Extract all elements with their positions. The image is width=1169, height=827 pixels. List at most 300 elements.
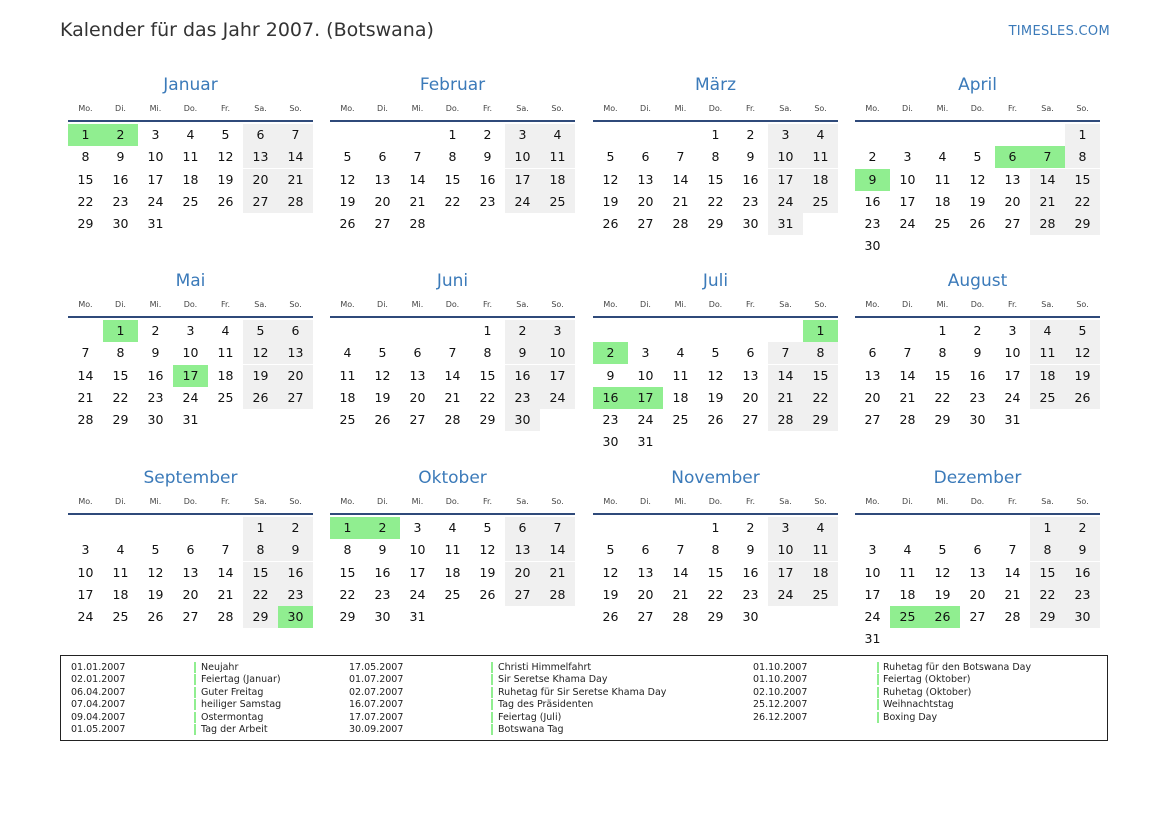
day-cell[interactable]: 7	[768, 342, 803, 364]
day-cell[interactable]: 21	[217, 586, 234, 602]
day-cell[interactable]: 4	[803, 517, 838, 539]
day-cell[interactable]: 14	[409, 171, 426, 187]
day-cell[interactable]: 20	[243, 169, 278, 191]
day-cell[interactable]: 11	[540, 146, 575, 168]
day-cell[interactable]: 12	[374, 367, 391, 383]
day-cell[interactable]: 17	[77, 586, 94, 602]
day-cell[interactable]: 18	[1030, 365, 1065, 387]
day-cell[interactable]: 20	[637, 586, 654, 602]
day-cell[interactable]: 29	[707, 609, 724, 625]
day-cell[interactable]: 19	[243, 365, 278, 387]
day-cell[interactable]: 17	[768, 169, 803, 191]
day-cell[interactable]: 2	[973, 323, 982, 338]
day-cell[interactable]: 15	[803, 365, 838, 387]
day-cell[interactable]: 15	[112, 367, 129, 383]
day-cell[interactable]: 8	[483, 345, 492, 361]
day-cell[interactable]: 29	[77, 216, 94, 232]
day-cell[interactable]: 28	[540, 584, 575, 606]
day-cell[interactable]: 27	[409, 412, 426, 428]
day-cell[interactable]: 28	[672, 216, 689, 232]
day-cell[interactable]: 25	[540, 191, 575, 213]
day-cell[interactable]: 18	[540, 169, 575, 191]
day-cell[interactable]: 12	[217, 149, 234, 165]
holiday-day-cell[interactable]: 2	[593, 342, 628, 364]
day-cell[interactable]: 6	[641, 542, 650, 558]
day-cell[interactable]: 30	[374, 609, 391, 625]
day-cell[interactable]: 8	[711, 542, 720, 558]
day-cell[interactable]: 9	[378, 542, 387, 558]
day-cell[interactable]: 23	[602, 412, 619, 428]
day-cell[interactable]: 21	[409, 193, 426, 209]
day-cell[interactable]: 11	[934, 171, 951, 187]
day-cell[interactable]: 10	[409, 542, 426, 558]
day-cell[interactable]: 1	[1030, 517, 1065, 539]
day-cell[interactable]: 16	[1065, 562, 1100, 584]
day-cell[interactable]: 20	[1004, 193, 1021, 209]
day-cell[interactable]: 29	[1065, 213, 1100, 235]
day-cell[interactable]: 4	[938, 149, 947, 165]
day-cell[interactable]: 31	[1004, 412, 1021, 428]
day-cell[interactable]: 20	[637, 193, 654, 209]
day-cell[interactable]: 6	[378, 149, 387, 165]
day-cell[interactable]: 9	[278, 539, 313, 561]
day-cell[interactable]: 8	[448, 149, 457, 165]
day-cell[interactable]: 5	[606, 542, 615, 558]
day-cell[interactable]: 30	[112, 216, 129, 232]
day-cell[interactable]: 7	[676, 542, 685, 558]
day-cell[interactable]: 15	[1030, 562, 1065, 584]
day-cell[interactable]: 11	[182, 149, 199, 165]
day-cell[interactable]: 3	[903, 149, 912, 165]
holiday-day-cell[interactable]: 6	[995, 146, 1030, 168]
day-cell[interactable]: 8	[1065, 146, 1100, 168]
day-cell[interactable]: 26	[602, 216, 619, 232]
day-cell[interactable]: 23	[505, 387, 540, 409]
day-cell[interactable]: 5	[1065, 320, 1100, 342]
day-cell[interactable]: 27	[742, 412, 759, 428]
day-cell[interactable]: 7	[903, 345, 912, 361]
day-cell[interactable]: 29	[934, 412, 951, 428]
day-cell[interactable]: 5	[973, 149, 982, 165]
day-cell[interactable]: 14	[1030, 169, 1065, 191]
day-cell[interactable]: 26	[217, 193, 234, 209]
day-cell[interactable]: 19	[707, 389, 724, 405]
day-cell[interactable]: 6	[868, 345, 877, 361]
day-cell[interactable]: 31	[409, 609, 426, 625]
day-cell[interactable]: 27	[969, 609, 986, 625]
day-cell[interactable]: 12	[479, 542, 496, 558]
day-cell[interactable]: 29	[339, 609, 356, 625]
day-cell[interactable]: 27	[864, 412, 881, 428]
day-cell[interactable]: 31	[864, 631, 881, 647]
day-cell[interactable]: 20	[742, 389, 759, 405]
day-cell[interactable]: 3	[505, 124, 540, 146]
day-cell[interactable]: 22	[1065, 191, 1100, 213]
day-cell[interactable]: 10	[77, 564, 94, 580]
day-cell[interactable]: 5	[938, 542, 947, 558]
day-cell[interactable]: 23	[864, 216, 881, 232]
day-cell[interactable]: 18	[112, 586, 129, 602]
day-cell[interactable]: 9	[746, 149, 755, 165]
day-cell[interactable]: 15	[339, 564, 356, 580]
day-cell[interactable]: 30	[742, 609, 759, 625]
day-cell[interactable]: 12	[339, 171, 356, 187]
day-cell[interactable]: 23	[742, 193, 759, 209]
day-cell[interactable]: 13	[637, 564, 654, 580]
day-cell[interactable]: 26	[707, 412, 724, 428]
day-cell[interactable]: 9	[505, 342, 540, 364]
day-cell[interactable]: 24	[1004, 389, 1021, 405]
day-cell[interactable]: 7	[81, 345, 90, 361]
day-cell[interactable]: 11	[217, 345, 234, 361]
day-cell[interactable]: 21	[672, 586, 689, 602]
day-cell[interactable]: 4	[448, 520, 457, 535]
day-cell[interactable]: 9	[1065, 539, 1100, 561]
day-cell[interactable]: 11	[803, 539, 838, 561]
day-cell[interactable]: 13	[278, 342, 313, 364]
day-cell[interactable]: 17	[505, 169, 540, 191]
day-cell[interactable]: 29	[1030, 606, 1065, 628]
day-cell[interactable]: 5	[343, 149, 352, 165]
day-cell[interactable]: 13	[505, 539, 540, 561]
day-cell[interactable]: 19	[1065, 365, 1100, 387]
day-cell[interactable]: 4	[676, 345, 685, 361]
day-cell[interactable]: 10	[182, 345, 199, 361]
day-cell[interactable]: 14	[217, 564, 234, 580]
holiday-day-cell[interactable]: 2	[103, 124, 138, 146]
day-cell[interactable]: 23	[147, 389, 164, 405]
day-cell[interactable]: 31	[182, 412, 199, 428]
day-cell[interactable]: 6	[641, 149, 650, 165]
day-cell[interactable]: 8	[343, 542, 352, 558]
day-cell[interactable]: 14	[672, 564, 689, 580]
day-cell[interactable]: 11	[803, 146, 838, 168]
day-cell[interactable]: 8	[711, 149, 720, 165]
day-cell[interactable]: 13	[1004, 171, 1021, 187]
day-cell[interactable]: 14	[278, 146, 313, 168]
day-cell[interactable]: 30	[969, 412, 986, 428]
day-cell[interactable]: 14	[540, 539, 575, 561]
day-cell[interactable]: 18	[899, 586, 916, 602]
day-cell[interactable]: 18	[803, 562, 838, 584]
day-cell[interactable]: 2	[483, 127, 492, 142]
day-cell[interactable]: 11	[1030, 342, 1065, 364]
day-cell[interactable]: 6	[278, 320, 313, 342]
day-cell[interactable]: 5	[243, 320, 278, 342]
day-cell[interactable]: 16	[112, 171, 129, 187]
day-cell[interactable]: 16	[742, 171, 759, 187]
day-cell[interactable]: 27	[243, 191, 278, 213]
day-cell[interactable]: 1	[448, 127, 457, 142]
day-cell[interactable]: 10	[899, 171, 916, 187]
day-cell[interactable]: 21	[768, 387, 803, 409]
day-cell[interactable]: 27	[374, 216, 391, 232]
day-cell[interactable]: 10	[768, 146, 803, 168]
day-cell[interactable]: 10	[540, 342, 575, 364]
holiday-day-cell[interactable]: 17	[628, 387, 663, 409]
day-cell[interactable]: 7	[540, 517, 575, 539]
day-cell[interactable]: 13	[637, 171, 654, 187]
day-cell[interactable]: 8	[803, 342, 838, 364]
day-cell[interactable]: 15	[243, 562, 278, 584]
day-cell[interactable]: 15	[934, 367, 951, 383]
day-cell[interactable]: 2	[746, 520, 755, 535]
day-cell[interactable]: 31	[147, 216, 164, 232]
holiday-day-cell[interactable]: 1	[68, 124, 103, 146]
day-cell[interactable]: 18	[803, 169, 838, 191]
day-cell[interactable]: 3	[868, 542, 877, 558]
holiday-day-cell[interactable]: 17	[173, 365, 208, 387]
day-cell[interactable]: 27	[637, 216, 654, 232]
day-cell[interactable]: 26	[339, 216, 356, 232]
day-cell[interactable]: 10	[505, 146, 540, 168]
day-cell[interactable]: 4	[343, 345, 352, 361]
day-cell[interactable]: 4	[803, 124, 838, 146]
day-cell[interactable]: 2	[1065, 517, 1100, 539]
day-cell[interactable]: 7	[676, 149, 685, 165]
day-cell[interactable]: 21	[672, 193, 689, 209]
day-cell[interactable]: 17	[409, 564, 426, 580]
day-cell[interactable]: 1	[483, 323, 492, 338]
day-cell[interactable]: 3	[1008, 323, 1017, 338]
day-cell[interactable]: 24	[182, 389, 199, 405]
day-cell[interactable]: 16	[278, 562, 313, 584]
day-cell[interactable]: 13	[243, 146, 278, 168]
day-cell[interactable]: 29	[803, 409, 838, 431]
day-cell[interactable]: 12	[147, 564, 164, 580]
day-cell[interactable]: 5	[711, 345, 720, 361]
day-cell[interactable]: 20	[505, 562, 540, 584]
holiday-day-cell[interactable]: 2	[365, 517, 400, 539]
day-cell[interactable]: 3	[186, 323, 195, 338]
day-cell[interactable]: 27	[278, 387, 313, 409]
day-cell[interactable]: 19	[374, 389, 391, 405]
day-cell[interactable]: 30	[602, 434, 619, 450]
day-cell[interactable]: 24	[147, 193, 164, 209]
day-cell[interactable]: 4	[1030, 320, 1065, 342]
day-cell[interactable]: 29	[112, 412, 129, 428]
day-cell[interactable]: 21	[540, 562, 575, 584]
day-cell[interactable]: 28	[217, 609, 234, 625]
day-cell[interactable]: 16	[147, 367, 164, 383]
day-cell[interactable]: 3	[413, 520, 422, 535]
day-cell[interactable]: 12	[707, 367, 724, 383]
holiday-day-cell[interactable]: 26	[925, 606, 960, 628]
day-cell[interactable]: 18	[339, 389, 356, 405]
day-cell[interactable]: 24	[768, 584, 803, 606]
day-cell[interactable]: 17	[1004, 367, 1021, 383]
day-cell[interactable]: 15	[479, 367, 496, 383]
day-cell[interactable]: 3	[151, 127, 160, 142]
day-cell[interactable]: 22	[707, 193, 724, 209]
day-cell[interactable]: 10	[1004, 345, 1021, 361]
day-cell[interactable]: 22	[1030, 584, 1065, 606]
day-cell[interactable]: 13	[742, 367, 759, 383]
day-cell[interactable]: 10	[768, 539, 803, 561]
day-cell[interactable]: 20	[278, 365, 313, 387]
day-cell[interactable]: 28	[409, 216, 426, 232]
day-cell[interactable]: 6	[186, 542, 195, 558]
holiday-day-cell[interactable]: 1	[103, 320, 138, 342]
day-cell[interactable]: 18	[444, 564, 461, 580]
day-cell[interactable]: 7	[1008, 542, 1017, 558]
day-cell[interactable]: 8	[243, 539, 278, 561]
day-cell[interactable]: 21	[1030, 191, 1065, 213]
day-cell[interactable]: 23	[479, 193, 496, 209]
day-cell[interactable]: 28	[672, 609, 689, 625]
day-cell[interactable]: 21	[1004, 586, 1021, 602]
day-cell[interactable]: 22	[707, 586, 724, 602]
day-cell[interactable]: 2	[505, 320, 540, 342]
day-cell[interactable]: 1	[711, 520, 720, 535]
day-cell[interactable]: 22	[112, 389, 129, 405]
day-cell[interactable]: 5	[378, 345, 387, 361]
day-cell[interactable]: 13	[864, 367, 881, 383]
day-cell[interactable]: 27	[1004, 216, 1021, 232]
day-cell[interactable]: 1	[938, 323, 947, 338]
day-cell[interactable]: 17	[899, 193, 916, 209]
day-cell[interactable]: 15	[707, 564, 724, 580]
day-cell[interactable]: 19	[479, 564, 496, 580]
day-cell[interactable]: 5	[151, 542, 160, 558]
day-cell[interactable]: 14	[444, 367, 461, 383]
day-cell[interactable]: 24	[899, 216, 916, 232]
day-cell[interactable]: 24	[540, 387, 575, 409]
day-cell[interactable]: 19	[602, 586, 619, 602]
day-cell[interactable]: 15	[444, 171, 461, 187]
day-cell[interactable]: 23	[969, 389, 986, 405]
day-cell[interactable]: 25	[182, 193, 199, 209]
day-cell[interactable]: 23	[1065, 584, 1100, 606]
day-cell[interactable]: 19	[147, 586, 164, 602]
day-cell[interactable]: 15	[77, 171, 94, 187]
day-cell[interactable]: 24	[768, 191, 803, 213]
day-cell[interactable]: 8	[116, 345, 125, 361]
day-cell[interactable]: 14	[77, 367, 94, 383]
day-cell[interactable]: 3	[768, 124, 803, 146]
day-cell[interactable]: 15	[707, 171, 724, 187]
day-cell[interactable]: 18	[672, 389, 689, 405]
day-cell[interactable]: 28	[1030, 213, 1065, 235]
day-cell[interactable]: 20	[182, 586, 199, 602]
day-cell[interactable]: 23	[112, 193, 129, 209]
day-cell[interactable]: 25	[217, 389, 234, 405]
day-cell[interactable]: 19	[217, 171, 234, 187]
day-cell[interactable]: 11	[112, 564, 129, 580]
day-cell[interactable]: 16	[505, 365, 540, 387]
day-cell[interactable]: 16	[374, 564, 391, 580]
day-cell[interactable]: 9	[483, 149, 492, 165]
day-cell[interactable]: 29	[479, 412, 496, 428]
day-cell[interactable]: 26	[374, 412, 391, 428]
day-cell[interactable]: 14	[768, 365, 803, 387]
day-cell[interactable]: 25	[444, 586, 461, 602]
day-cell[interactable]: 8	[1030, 539, 1065, 561]
day-cell[interactable]: 11	[444, 542, 461, 558]
day-cell[interactable]: 22	[803, 387, 838, 409]
day-cell[interactable]: 28	[768, 409, 803, 431]
day-cell[interactable]: 28	[899, 412, 916, 428]
day-cell[interactable]: 14	[672, 171, 689, 187]
day-cell[interactable]: 9	[116, 149, 125, 165]
day-cell[interactable]: 13	[374, 171, 391, 187]
holiday-day-cell[interactable]: 16	[593, 387, 628, 409]
holiday-day-cell[interactable]: 25	[890, 606, 925, 628]
holiday-day-cell[interactable]: 7	[1030, 146, 1065, 168]
day-cell[interactable]: 20	[409, 389, 426, 405]
day-cell[interactable]: 22	[243, 584, 278, 606]
day-cell[interactable]: 2	[278, 517, 313, 539]
day-cell[interactable]: 24	[637, 412, 654, 428]
day-cell[interactable]: 17	[540, 365, 575, 387]
day-cell[interactable]: 6	[746, 345, 755, 361]
day-cell[interactable]: 5	[483, 520, 492, 535]
brand-link[interactable]: TIMESLES.COM	[1008, 24, 1110, 39]
day-cell[interactable]: 3	[540, 320, 575, 342]
day-cell[interactable]: 6	[505, 517, 540, 539]
day-cell[interactable]: 12	[934, 564, 951, 580]
holiday-day-cell[interactable]: 1	[330, 517, 365, 539]
day-cell[interactable]: 22	[934, 389, 951, 405]
day-cell[interactable]: 25	[934, 216, 951, 232]
day-cell[interactable]: 12	[602, 564, 619, 580]
day-cell[interactable]: 30	[742, 216, 759, 232]
day-cell[interactable]: 24	[77, 609, 94, 625]
day-cell[interactable]: 16	[864, 193, 881, 209]
day-cell[interactable]: 9	[151, 345, 160, 361]
day-cell[interactable]: 23	[742, 586, 759, 602]
day-cell[interactable]: 10	[147, 149, 164, 165]
day-cell[interactable]: 30	[147, 412, 164, 428]
holiday-day-cell[interactable]: 1	[803, 320, 838, 342]
day-cell[interactable]: 24	[505, 191, 540, 213]
day-cell[interactable]: 29	[707, 216, 724, 232]
day-cell[interactable]: 5	[606, 149, 615, 165]
day-cell[interactable]: 5	[221, 127, 230, 142]
day-cell[interactable]: 7	[413, 149, 422, 165]
day-cell[interactable]: 15	[1065, 169, 1100, 191]
day-cell[interactable]: 4	[116, 542, 125, 558]
day-cell[interactable]: 23	[278, 584, 313, 606]
day-cell[interactable]: 22	[479, 389, 496, 405]
day-cell[interactable]: 18	[934, 193, 951, 209]
day-cell[interactable]: 12	[602, 171, 619, 187]
day-cell[interactable]: 22	[77, 193, 94, 209]
day-cell[interactable]: 6	[243, 124, 278, 146]
day-cell[interactable]: 7	[221, 542, 230, 558]
day-cell[interactable]: 21	[899, 389, 916, 405]
day-cell[interactable]: 27	[637, 609, 654, 625]
day-cell[interactable]: 1	[711, 127, 720, 142]
day-cell[interactable]: 6	[413, 345, 422, 361]
day-cell[interactable]: 3	[81, 542, 90, 558]
day-cell[interactable]: 17	[864, 586, 881, 602]
day-cell[interactable]: 28	[1004, 609, 1021, 625]
day-cell[interactable]: 4	[540, 124, 575, 146]
day-cell[interactable]: 16	[479, 171, 496, 187]
day-cell[interactable]: 29	[243, 606, 278, 628]
day-cell[interactable]: 17	[768, 562, 803, 584]
day-cell[interactable]: 27	[182, 609, 199, 625]
day-cell[interactable]: 26	[969, 216, 986, 232]
day-cell[interactable]: 22	[444, 193, 461, 209]
day-cell[interactable]: 9	[973, 345, 982, 361]
day-cell[interactable]: 25	[803, 191, 838, 213]
day-cell[interactable]: 8	[81, 149, 90, 165]
day-cell[interactable]: 28	[278, 191, 313, 213]
day-cell[interactable]: 18	[182, 171, 199, 187]
day-cell[interactable]: 25	[112, 609, 129, 625]
